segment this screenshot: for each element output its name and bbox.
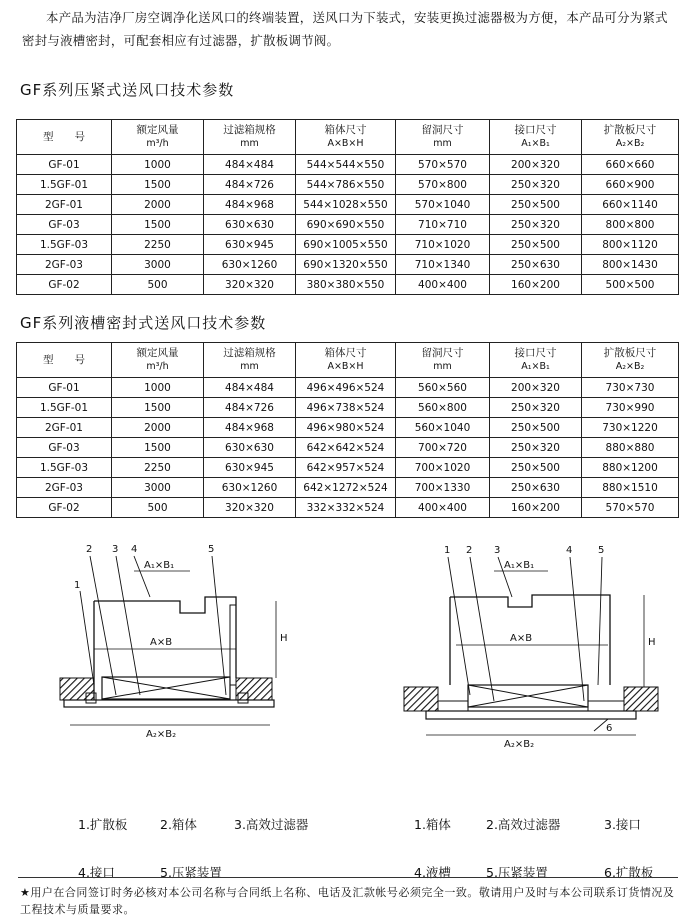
legend-item: 5.压紧装置 <box>160 865 222 880</box>
table-header-row <box>17 343 679 378</box>
table-cell: 400×400 <box>396 275 490 295</box>
table-cell: 496×496×524 <box>296 378 396 398</box>
table-cell: 570×570 <box>582 498 679 518</box>
column-header <box>296 120 396 155</box>
table-cell: 1000 <box>112 378 204 398</box>
table-cell: 496×980×524 <box>296 418 396 438</box>
table-cell: 484×484 <box>204 378 296 398</box>
dim-a2b2: A₂×B₂ <box>146 729 177 740</box>
column-header <box>112 343 204 378</box>
table-cell: GF-02 <box>17 275 112 295</box>
diagram-compression-type <box>50 535 310 740</box>
table-cell: 1000 <box>112 155 204 175</box>
table-cell: 2000 <box>112 195 204 215</box>
column-header <box>204 343 296 378</box>
column-header-label: 型 号 <box>43 353 85 366</box>
table-row <box>17 378 679 398</box>
table-cell: 660×900 <box>582 175 679 195</box>
table1-compression-spec <box>16 119 679 295</box>
legend-item: 6.扩散板 <box>604 865 654 880</box>
diagram-liquid-seal-type <box>398 535 668 750</box>
column-header-unit: A₂×B₂ <box>615 361 645 372</box>
column-header-label: 留洞尺寸 <box>421 124 464 136</box>
column-header-label: 接口尺寸 <box>514 347 557 359</box>
table-cell: 800×800 <box>582 215 679 235</box>
column-header <box>204 120 296 155</box>
table-row <box>17 498 679 518</box>
column-header-unit: A×B×H <box>327 361 364 372</box>
dim-a1b1: A₁×B₁ <box>504 560 535 571</box>
intro-paragraph: 本产品为洁净厂房空调净化送风口的终端装置，送风口为下装式，安装更换过滤器极为方便，本产品可分为紧式密封与液槽密封，可配套相应有过滤器，扩散板调节阀。 <box>22 10 668 48</box>
column-header-unit: A₁×B₁ <box>521 361 550 372</box>
table-cell: 1.5GF-03 <box>17 235 112 255</box>
legend-item: 1.扩散板 <box>78 817 128 832</box>
callout-3: 3 <box>494 545 501 556</box>
diffuser-plate <box>426 711 636 719</box>
table-cell: GF-03 <box>17 215 112 235</box>
column-header-label: 箱体尺寸 <box>324 347 367 359</box>
table-cell: 200×320 <box>490 378 582 398</box>
table-cell: 484×726 <box>204 398 296 418</box>
legend-item: 4.液槽 <box>414 865 451 880</box>
table-cell: 200×320 <box>490 155 582 175</box>
table-cell: 3000 <box>112 255 204 275</box>
table-cell: 690×1005×550 <box>296 235 396 255</box>
column-header-unit: A×B×H <box>327 138 364 149</box>
table1-title: GF系列压紧式送风口技术参数 <box>20 81 235 99</box>
column-header-label: 型 号 <box>43 130 85 143</box>
callout-4: 4 <box>566 545 573 556</box>
callout-6: 6 <box>606 723 613 734</box>
table-cell: 710×1020 <box>396 235 490 255</box>
table-cell: 496×738×524 <box>296 398 396 418</box>
table-cell: 544×786×550 <box>296 175 396 195</box>
table-cell: 570×800 <box>396 175 490 195</box>
table-row <box>17 458 679 478</box>
table-cell: 560×560 <box>396 378 490 398</box>
table-cell: 2GF-01 <box>17 195 112 215</box>
callout-3: 3 <box>112 544 119 555</box>
column-header-label: 过滤箱规格 <box>223 124 276 136</box>
table-cell: 250×320 <box>490 438 582 458</box>
callout-5: 5 <box>598 545 605 556</box>
table-cell: 570×1040 <box>396 195 490 215</box>
table-cell: 1500 <box>112 175 204 195</box>
table-cell: 380×380×550 <box>296 275 396 295</box>
column-header-unit: A₁×B₁ <box>521 138 550 149</box>
column-header <box>17 343 112 378</box>
table-cell: GF-03 <box>17 438 112 458</box>
table-cell: 800×1430 <box>582 255 679 275</box>
table-row <box>17 235 679 255</box>
ceiling-slab-left <box>60 678 94 700</box>
legend-item: 2.高效过滤器 <box>486 817 561 832</box>
legend-left <box>78 785 308 897</box>
table-cell: 1.5GF-01 <box>17 398 112 418</box>
table-cell: GF-01 <box>17 378 112 398</box>
dim-h: H <box>280 633 288 644</box>
column-header <box>17 120 112 155</box>
callout-5: 5 <box>208 544 215 555</box>
column-header-unit: mm <box>240 138 259 149</box>
table-cell: 660×1140 <box>582 195 679 215</box>
table-cell: 250×500 <box>490 235 582 255</box>
dim-a1b1: A₁×B₁ <box>144 560 175 571</box>
table-cell: 250×320 <box>490 215 582 235</box>
table-cell: 484×968 <box>204 418 296 438</box>
table-cell: 880×880 <box>582 438 679 458</box>
table-cell: 544×544×550 <box>296 155 396 175</box>
callout-2: 2 <box>86 544 93 555</box>
table-row <box>17 438 679 458</box>
table-cell: 642×957×524 <box>296 458 396 478</box>
table-cell: 730×1220 <box>582 418 679 438</box>
footer-divider <box>18 877 678 878</box>
table-header-row <box>17 120 679 155</box>
table-cell: 484×968 <box>204 195 296 215</box>
column-header-label: 额定风量 <box>136 347 179 359</box>
callout-2: 2 <box>466 545 473 556</box>
column-header-unit: A₂×B₂ <box>615 138 645 149</box>
legend-right <box>414 785 653 897</box>
table-cell: 320×320 <box>204 275 296 295</box>
column-header-unit: mm <box>240 361 259 372</box>
table-cell: 690×690×550 <box>296 215 396 235</box>
table-row <box>17 195 679 215</box>
table-cell: GF-01 <box>17 155 112 175</box>
table-cell: 2GF-03 <box>17 478 112 498</box>
column-header-label: 留洞尺寸 <box>421 347 464 359</box>
column-header-label: 箱体尺寸 <box>324 124 367 136</box>
column-header <box>396 343 490 378</box>
column-header-unit: m³/h <box>146 361 169 372</box>
table-cell: 250×500 <box>490 458 582 478</box>
table-cell: 700×1020 <box>396 458 490 478</box>
dim-ab: A×B <box>510 633 533 644</box>
column-header-label: 过滤箱规格 <box>223 347 276 359</box>
callout-1: 1 <box>444 545 451 556</box>
legend-item: 3.接口 <box>604 817 641 832</box>
footer-note: ★用户在合同签订时务必核对本公司名称与合同纸上名称、电话及汇款帐号必须完全一致。敬请用户及时与本公司联系订货情况及工程技术与质量要求。 <box>20 886 675 916</box>
table-cell: 484×726 <box>204 175 296 195</box>
column-header-label: 扩散板尺寸 <box>603 124 657 136</box>
table-cell: 700×720 <box>396 438 490 458</box>
table-cell: 690×1320×550 <box>296 255 396 275</box>
table-cell: 2250 <box>112 458 204 478</box>
ceiling-slab-right <box>236 678 272 700</box>
table-cell: 630×1260 <box>204 478 296 498</box>
table-cell: 1500 <box>112 398 204 418</box>
table-row <box>17 418 679 438</box>
column-header-label: 扩散板尺寸 <box>603 347 657 359</box>
table-cell: 630×630 <box>204 215 296 235</box>
table-cell: 332×332×524 <box>296 498 396 518</box>
legend-item: 1.箱体 <box>414 817 451 832</box>
table2-liquid-seal-spec <box>16 342 679 518</box>
liquid-trough-right <box>588 701 624 711</box>
table-cell: 2250 <box>112 235 204 255</box>
table-cell: 500 <box>112 498 204 518</box>
table-cell: 2000 <box>112 418 204 438</box>
column-header <box>582 120 679 155</box>
column-header-unit: mm <box>433 361 452 372</box>
table-row <box>17 215 679 235</box>
table-cell: 2GF-03 <box>17 255 112 275</box>
column-header <box>582 343 679 378</box>
legend-item: 5.压紧装置 <box>486 865 548 880</box>
column-header <box>396 120 490 155</box>
table2-title: GF系列液槽密封式送风口技术参数 <box>20 314 267 332</box>
table-cell: 160×200 <box>490 275 582 295</box>
legend-item: 2.箱体 <box>160 817 197 832</box>
table-row <box>17 175 679 195</box>
table-cell: 250×500 <box>490 195 582 215</box>
callout-1: 1 <box>74 580 81 591</box>
column-header-unit: mm <box>433 138 452 149</box>
table-cell: 730×990 <box>582 398 679 418</box>
table-cell: 500 <box>112 275 204 295</box>
ceiling-slab-right <box>624 687 658 711</box>
table-cell: 250×630 <box>490 478 582 498</box>
table-cell: 570×570 <box>396 155 490 175</box>
table-row <box>17 478 679 498</box>
table-cell: 630×630 <box>204 438 296 458</box>
column-header-label: 额定风量 <box>136 124 179 136</box>
table-cell: 642×642×524 <box>296 438 396 458</box>
table-cell: 1.5GF-01 <box>17 175 112 195</box>
table-cell: 710×1340 <box>396 255 490 275</box>
dim-ab: A×B <box>150 637 173 648</box>
table-cell: 250×630 <box>490 255 582 275</box>
column-header <box>490 343 582 378</box>
table-cell: 400×400 <box>396 498 490 518</box>
table-cell: 1500 <box>112 215 204 235</box>
table-cell: 2GF-01 <box>17 418 112 438</box>
dim-a2b2: A₂×B₂ <box>504 739 535 750</box>
table-cell: 3000 <box>112 478 204 498</box>
callout-4: 4 <box>131 544 138 555</box>
column-header-unit: m³/h <box>146 138 169 149</box>
table-cell: GF-02 <box>17 498 112 518</box>
liquid-trough-left <box>438 701 468 711</box>
table-cell: 544×1028×550 <box>296 195 396 215</box>
table-cell: 560×800 <box>396 398 490 418</box>
legend-item: 3.高效过滤器 <box>234 817 309 832</box>
table-cell: 800×1120 <box>582 235 679 255</box>
column-header <box>112 120 204 155</box>
dim-h: H <box>648 637 656 648</box>
table-cell: 880×1200 <box>582 458 679 478</box>
table-cell: 630×945 <box>204 235 296 255</box>
table-row <box>17 275 679 295</box>
table-row <box>17 155 679 175</box>
table-cell: 660×660 <box>582 155 679 175</box>
column-header-label: 接口尺寸 <box>514 124 557 136</box>
legend-item: 4.接口 <box>78 865 115 880</box>
table-cell: 880×1510 <box>582 478 679 498</box>
table-cell: 250×500 <box>490 418 582 438</box>
table-row <box>17 255 679 275</box>
table-cell: 642×1272×524 <box>296 478 396 498</box>
ceiling-slab-left <box>404 687 438 711</box>
table-cell: 730×730 <box>582 378 679 398</box>
table-cell: 630×1260 <box>204 255 296 275</box>
table-cell: 250×320 <box>490 398 582 418</box>
table-cell: 484×484 <box>204 155 296 175</box>
table-cell: 160×200 <box>490 498 582 518</box>
table-cell: 1.5GF-03 <box>17 458 112 478</box>
table-cell: 700×1330 <box>396 478 490 498</box>
table-cell: 710×710 <box>396 215 490 235</box>
table-cell: 320×320 <box>204 498 296 518</box>
table-cell: 560×1040 <box>396 418 490 438</box>
table-row <box>17 398 679 418</box>
column-header <box>490 120 582 155</box>
table-cell: 630×945 <box>204 458 296 478</box>
table-cell: 500×500 <box>582 275 679 295</box>
table-cell: 1500 <box>112 438 204 458</box>
table-cell: 250×320 <box>490 175 582 195</box>
column-header <box>296 343 396 378</box>
